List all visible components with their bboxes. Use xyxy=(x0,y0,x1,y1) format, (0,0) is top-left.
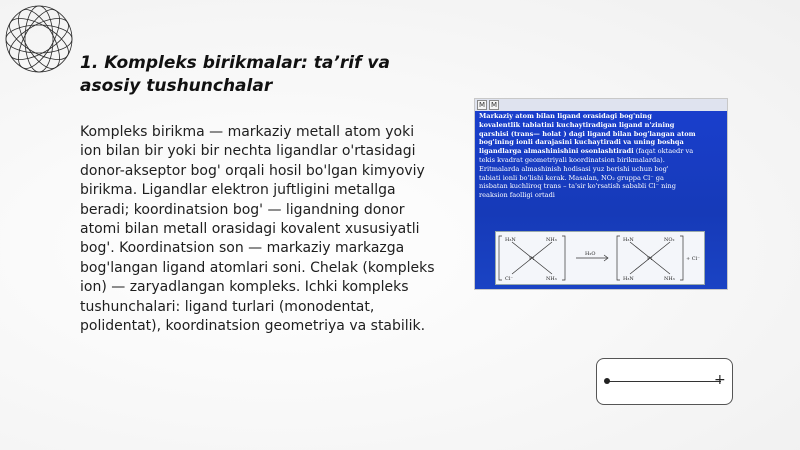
diagram-label: H₃N xyxy=(623,276,634,282)
embedded-toolbar xyxy=(475,99,728,111)
diagram-label: NH₃ xyxy=(546,237,557,243)
diagram-label: H₃N xyxy=(505,237,516,243)
embedded-text xyxy=(479,112,725,200)
embedded-toolbar-left: M xyxy=(479,101,486,109)
diagram-label: NH₃ xyxy=(664,276,675,282)
diagram-label: Pt xyxy=(647,256,653,262)
diagram-label: Pt xyxy=(529,256,535,262)
embedded-text-light: (faqat oktaedr va tekis kvadrat geometriyali koordinatsion birikmalarda). Eritmalarda almashinish hodisasi yuz berishi uchun bog' tabiati ionli bo'lishi kerak. Masalan, NO₂ gruppa Cl⁻ ga nisbatan kuchliroq trans – ta'sir ko'rsatish sababli Cl⁻ ning reaksion faolligi ortadi xyxy=(479,147,694,200)
slide-body-text: Kompleks birikma — markaziy metall atom yoki ion bilan bir yoki bir nechta ligandlar o'rtasidagi donor-akseptor bog' orqali hosil bo'lgan kimyoviy birikma. Ligandlar elektron juftligini metallga beradi; koordinatsion bog' — ligandning donor atomi bilan metall orasidagi kovalent xususiyatli bog'. Koordinatsion son — markaziy markazga bog'langan ligand atomlari soni. Chelak (kompleks ion) — zaryadlangan kompleks. Ichki kompleks tushunchalari: ligand turlari (monodentat, polidentat), koordinatsion geometriya va stabilik. xyxy=(80,124,435,335)
diagram-label: Cl⁻ xyxy=(505,276,514,282)
spirograph-logo-icon xyxy=(0,0,78,78)
media-scrubber[interactable] xyxy=(596,358,733,405)
diagram-label: NO₂ xyxy=(664,237,675,243)
embedded-slide-image xyxy=(474,98,728,290)
diagram-label: H₃N xyxy=(623,237,634,243)
slide-title: 1. Kompleks birikmalar: ta’rif va asosiy tushunchalar xyxy=(80,53,390,96)
diagram-label: H₂O xyxy=(585,251,596,257)
scrubber-start-handle[interactable] xyxy=(604,378,610,384)
embedded-toolbar-right: M xyxy=(491,101,498,109)
embedded-text-bold: Markaziy atom bilan ligand orasidagi bog'ning kovalentlik tabiatini kuchaytiradigan ligand n'zining qarshisi (trans— holat ) dagi ligand bilan bog'langan atom bog'ining ionli darajasini kuchaytiradi va uning boshqa ligandlarga almashinishini osonlashtiradi xyxy=(479,112,696,156)
reaction-diagram xyxy=(495,231,705,285)
scrubber-end-plus-icon[interactable]: + xyxy=(714,372,726,388)
diagram-label: + Cl⁻ xyxy=(686,256,700,262)
diagram-label: NH₃ xyxy=(546,276,557,282)
scrubber-track[interactable] xyxy=(607,381,721,382)
